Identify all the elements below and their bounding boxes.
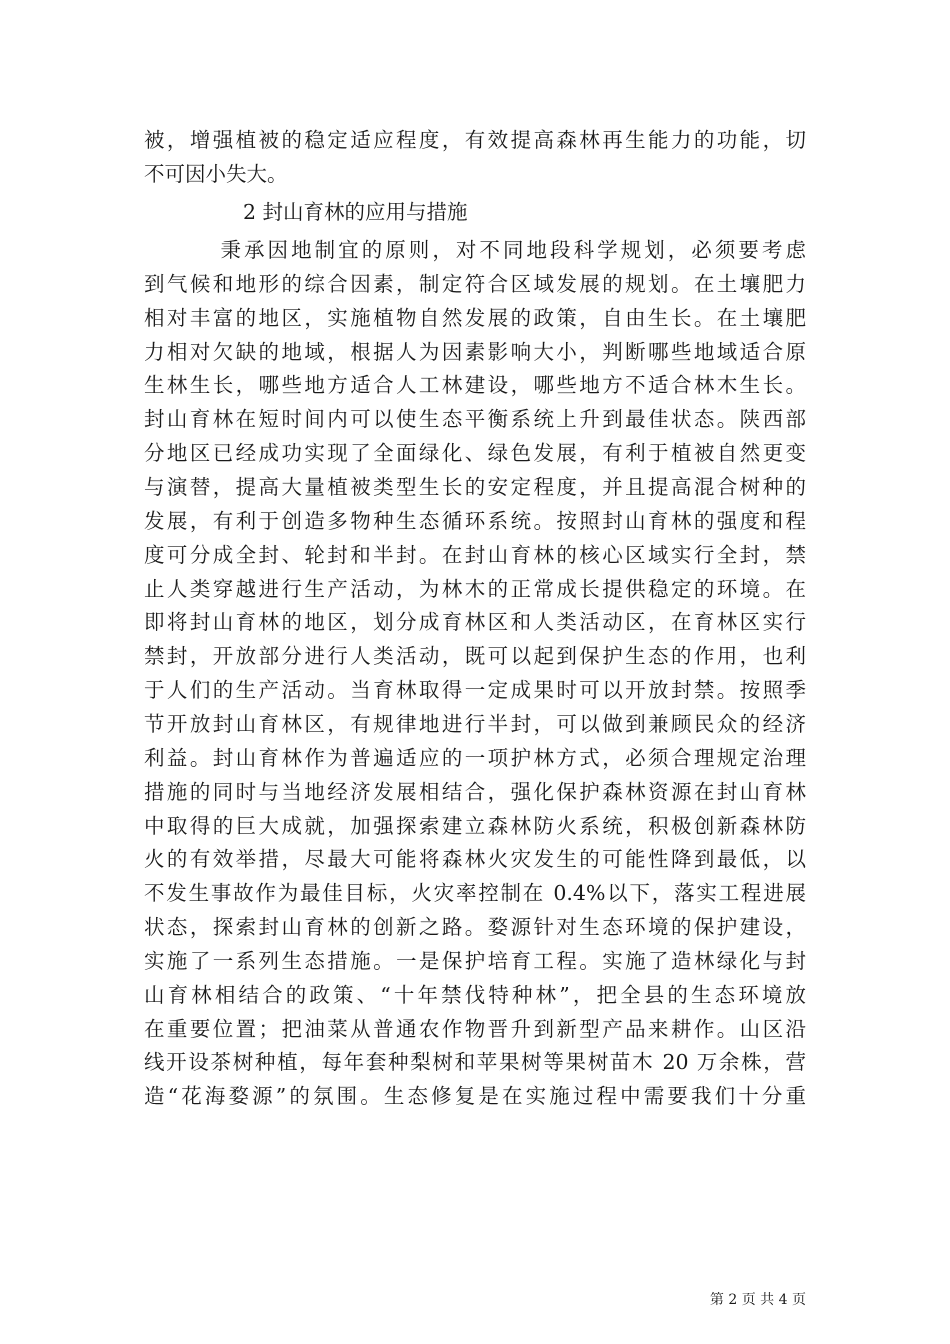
paragraph-line: 火的有效举措，尽最大可能将森林火灾发生的可能性降到最低，以 [144,847,806,872]
page-number-footer: 第 2 页 共 4 页 [709,1292,806,1308]
paragraph-line: 实施了一系列生态措施。一是保护培育工程。实施了造林绿化与封 [144,948,806,973]
paragraph-line: 止人类穿越进行生产活动，为林木的正常成长提供稳定的环境。在 [144,576,806,601]
paragraph-line: 造“花海婺源”的氛围。生态修复是在实施过程中需要我们十分重 [144,1084,806,1109]
paragraph-line: 中取得的巨大成就，加强探索建立森林防火系统，积极创新森林防 [144,813,806,838]
paragraph-line: 禁封，开放部分进行人类活动，既可以起到保护生态的作用，也利 [144,644,806,669]
paragraph-line: 发展，有利于创造多物种生态循环系统。按照封山育林的强度和程 [144,508,806,533]
paragraph-line: 力相对欠缺的地域，根据人为因素影响大小，判断哪些地域适合原 [144,339,806,364]
paragraph-line: 度可分成全封、轮封和半封。在封山育林的核心区域实行全封，禁 [144,542,806,567]
paragraph-line: 措施的同时与当地经济发展相结合，强化保护森林资源在封山育林 [144,779,806,804]
paragraph-line: 分地区已经成功实现了全面绿化、绿色发展，有利于植被自然更变 [144,441,806,466]
paragraph-line: 即将封山育林的地区，划分成育林区和人类活动区，在育林区实行 [144,610,806,635]
paragraph-line: 节开放封山育林区，有规律地进行半封，可以做到兼顾民众的经济 [144,711,806,736]
paragraph-line: 与演替，提高大量植被类型生长的安定程度，并且提高混合树种的 [144,475,806,499]
paragraph-line: 山育林相结合的政策、“十年禁伐特种林”，把全县的生态环境放 [144,982,806,1007]
paragraph-line: 秉承因地制宜的原则，对不同地段科学规划，必须要考虑 [144,238,806,262]
paragraph-line: 生林生长，哪些地方适合人工林建设，哪些地方不适合林木生长。 [144,373,806,398]
paragraph-line: 利益。封山育林作为普遍适应的一项护林方式，必须合理规定治理 [144,745,806,770]
paragraph-line: 到气候和地形的综合因素，制定符合区域发展的规划。在土壤肥力 [144,271,806,296]
paragraph-line: 不发生事故作为最佳目标，火灾率控制在 0.4%以下，落实工程进展 [144,881,806,906]
section-heading: 2 封山育林的应用与措施 [243,200,468,224]
paragraph-line: 封山育林在短时间内可以使生态平衡系统上升到最佳状态。陕西部 [144,407,806,432]
paragraph-line: 于人们的生产活动。当育林取得一定成果时可以开放封禁。按照季 [144,678,806,702]
paragraph-line: 在重要位置；把油菜从普通农作物晋升到新型产品来耕作。山区沿 [144,1016,806,1041]
paragraph-line: 不可因小失大。 [144,162,288,186]
paragraph-line: 状态，探索封山育林的创新之路。婺源针对生态环境的保护建设， [144,915,806,939]
paragraph-line: 线开设茶树种植，每年套种梨树和苹果树等果树苗木 20 万余株，营 [144,1050,806,1075]
paragraph-line: 被，增强植被的稳定适应程度，有效提高森林再生能力的功能，切 [144,128,806,152]
paragraph-line: 相对丰富的地区，实施植物自然发展的政策，自由生长。在土壤肥 [144,305,806,330]
